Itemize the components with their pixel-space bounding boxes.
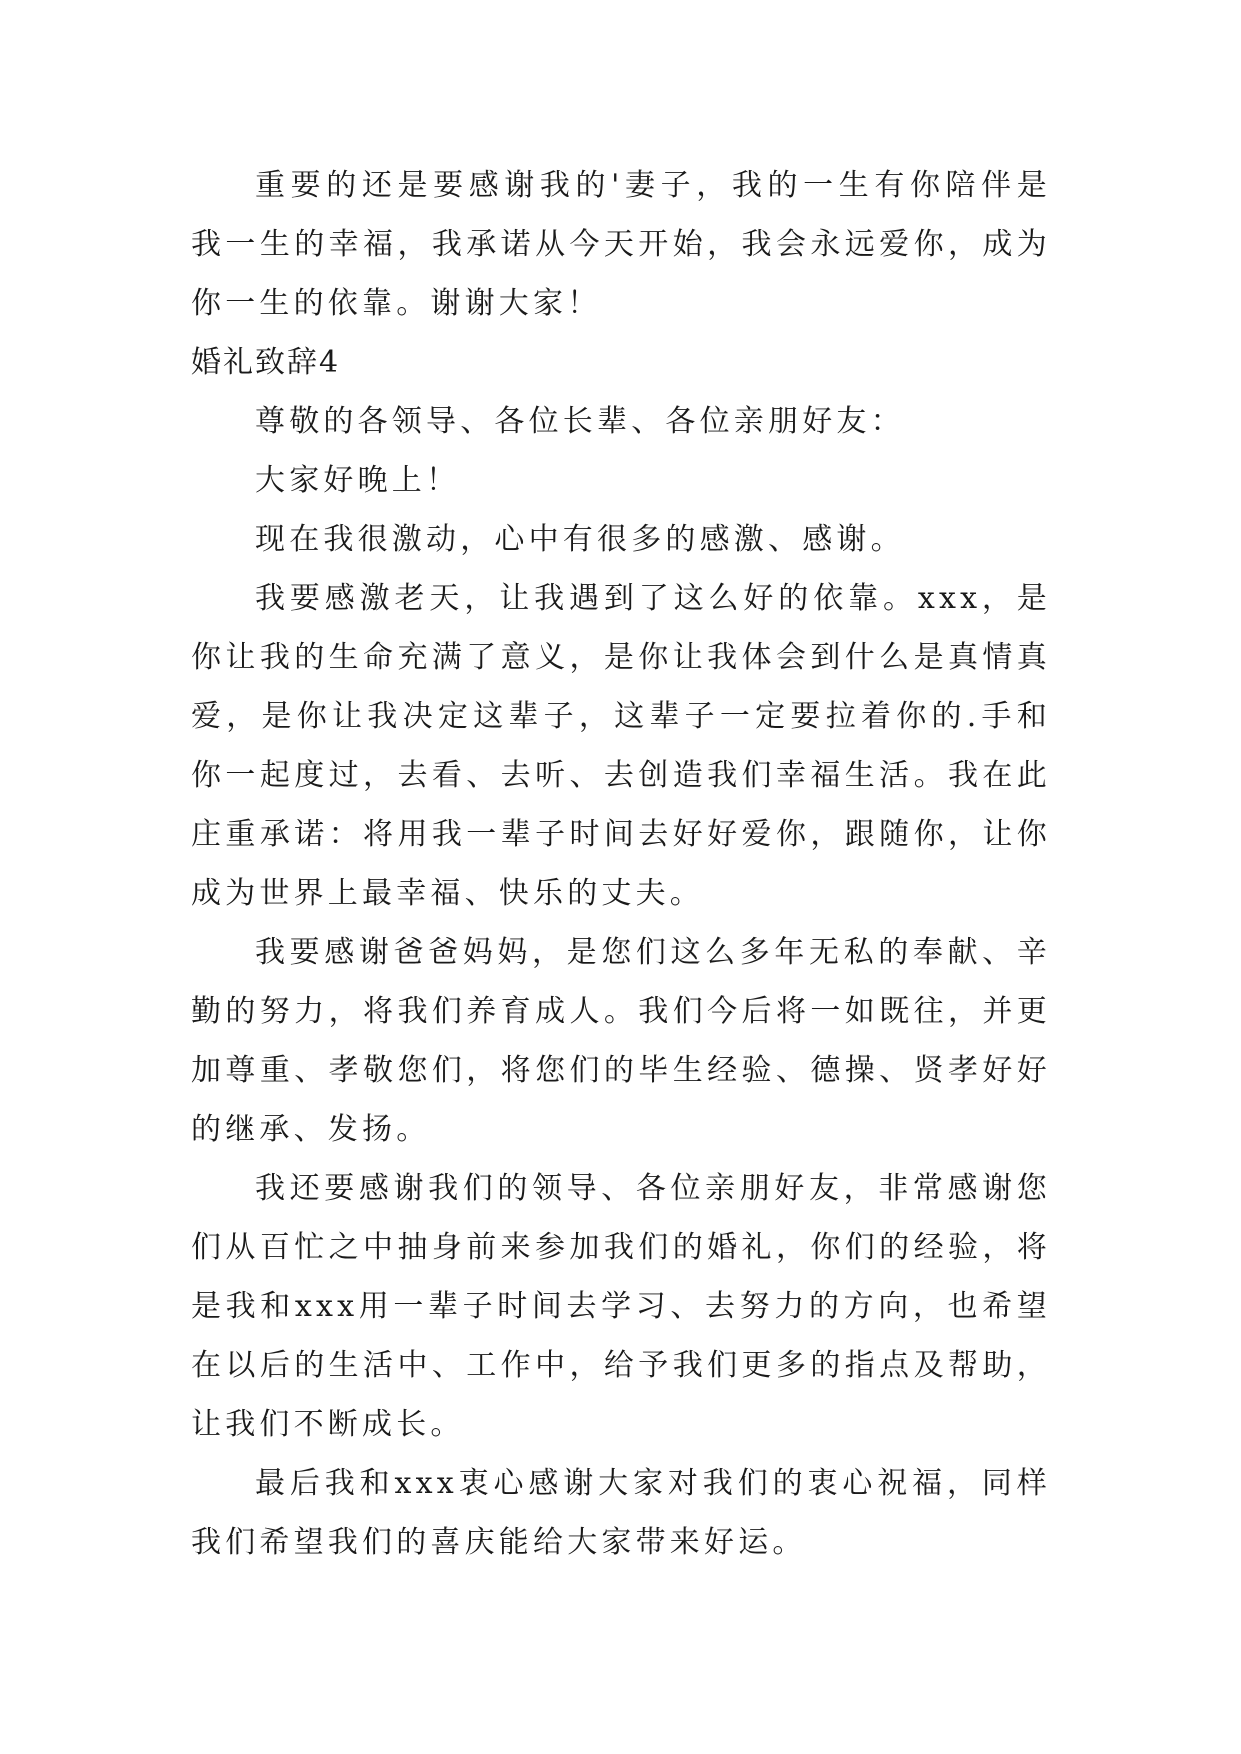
- paragraph-greeting: 大家好晚上！: [255, 463, 461, 498]
- paragraph-final-thanks: 最后我和xxx衷心感谢大家对我们的衷心祝福，同样我们希望我们的喜庆能给大家带来好运。: [191, 1466, 1051, 1560]
- paragraph-closing-thanks: 重要的还是要感谢我的'妻子，我的一生有你陪伴是我一生的幸福，我承诺从今天开始，我会永远爱你，成为你一生的依靠。谢谢大家！: [191, 168, 1051, 321]
- paragraph-friends: 我还要感谢我们的领导、各位亲朋好友，非常感谢您们从百忙之中抽身前来参加我们的婚礼，你们的经验，将是我和xxx用一辈子时间去学习、去努力的方向，也希望在以后的生活中、工作中，给予我们更多的指点及帮助，让我们不断成长。: [191, 1171, 1051, 1442]
- paragraph-promise: 我要感激老天，让我遇到了这么好的依靠。xxx，是你让我的生命充满了意义，是你让我体会到什么是真情真爱，是你让我决定这辈子，这辈子一定要拉着你的.手和你一起度过，去看、去听、去创造我们幸福生活。我在此庄重承诺：将用我一辈子时间去好好爱你，跟随你，让你成为世界上最幸福、快乐的丈夫。: [191, 581, 1051, 911]
- paragraph-salutation: 尊敬的各领导、各位长辈、各位亲朋好友：: [255, 404, 905, 439]
- paragraph-excitement: 现在我很激动，心中有很多的感激、感谢。: [255, 522, 905, 557]
- paragraph-parents: 我要感谢爸爸妈妈，是您们这么多年无私的奉献、辛勤的努力，将我们养育成人。我们今后将一如既往，并更加尊重、孝敬您们，将您们的毕生经验、德操、贤孝好好的继承、发扬。: [191, 935, 1051, 1147]
- document-body: [191, 156, 1051, 1572]
- section-title: 婚礼致辞4: [191, 345, 341, 380]
